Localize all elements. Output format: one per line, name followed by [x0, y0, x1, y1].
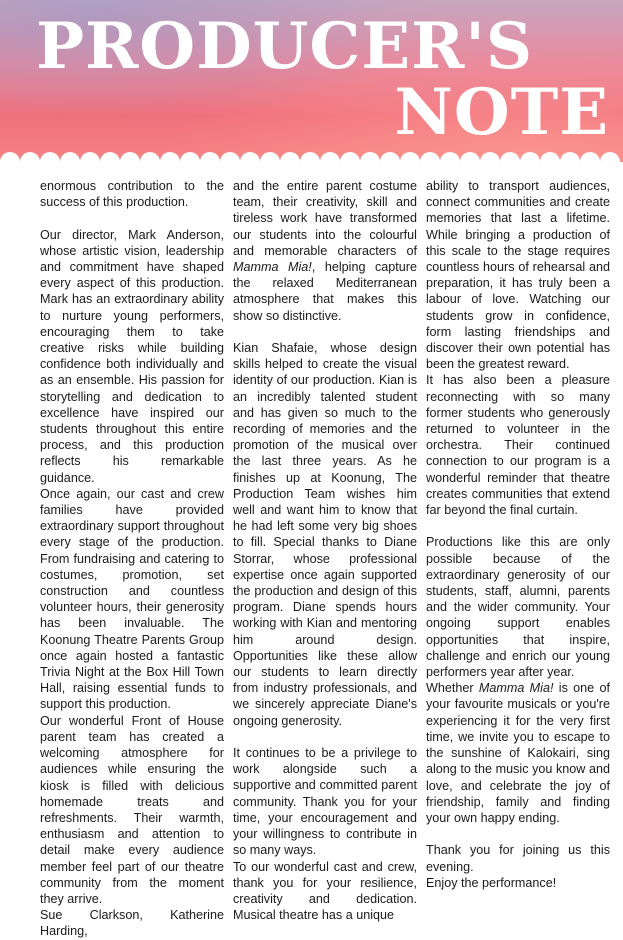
article-body	[40, 178, 610, 939]
column-1	[40, 178, 224, 939]
title-line-2: NOTE	[394, 75, 609, 150]
title-line-1: PRODUCER'S	[36, 9, 534, 84]
paragraph: Thank you for joining us this evening.	[426, 843, 610, 874]
paragraph: Kian Shafaie, whose design skills helped to create the visual identity of our production. Kian is an incredibly talented student and has given so much to the recording of memories and the promotion of the musical over the last three years. As he finishes up at Koonung, The Production Team wishes him well and want him to know that he had left some very big shoes to fill. Special thanks to Diane Storrar, whose professional expertise once again supported the production and design of this program. Diane spends hours working with Kian and mentoring him around design. Opportunities like these allow our students to learn directly from industry professionals, and we sincerely appreciate Diane's ongoing generosity.	[233, 341, 417, 728]
show-title: Mamma Mia!	[478, 681, 554, 696]
paragraph: It has also been a pleasure reconnecting with so many former students who generously returned to volunteer in the orchestra. Their continued connection to our program is a wonderful reminder that theatre creates communities that extend far beyond the final curtain.	[426, 373, 610, 518]
paragraph: Productions like this are only possible because of the extraordinary generosity of our students, staff, alumni, parents and the wider community. Your ongoing support enables opportunities that inspire, challenge and enrich our young performers year after year.	[426, 535, 610, 680]
paragraph: ability to transport audiences, connect communities and create memories that last a lifetime. While bringing a production of this scale to the stage requires countless hours of rehearsal and preparation, it has truly been a labour of love. Watching our students grow in confidence, form lasting friendships and discover their own potential has been the greatest reward.	[426, 179, 610, 372]
paragraph: Once again, our cast and crew families have provided extraordinary support throughout every stage of the production. From fundraising and catering to costumes, promotion, set construction and countless volunteer hours, their generosity has been invaluable. The Koonung Theatre Parents Group once again hosted a fantastic Trivia Night at the Box Hill Town Hall, raising essential funds to support this production.	[40, 486, 224, 712]
column-3	[426, 178, 610, 898]
paragraph: enormous contribution to the success of this production.	[40, 179, 224, 210]
paragraph: To our wonderful cast and crew, thank you for your resilience, creativity and dedication. Musical theatre has a unique	[233, 859, 417, 923]
paragraph: Whether Mamma Mia! is one of your favourite musicals or you're experiencing it for the very first time, we invite you to escape to the sunshine of Kalokairi, sing along to the music you know and love, and celebrate the joy of friendship, family and finding your own happy ending.	[426, 681, 610, 825]
paragraph: Our wonderful Front of House parent team has created a welcoming atmosphere for audiences while ensuring the kiosk is filled with delicious homemade treats and refreshments. Their warmth, enthusiasm and attention to detail make every audience member feel part of our theatre community from the moment they arrive.	[40, 713, 224, 906]
scalloped-edge	[0, 148, 623, 178]
paragraph: and the entire parent costume team, their creativity, skill and tireless work have transformed our students into the colourful and memorable characters of Mamma Mia!, helping capture the relaxed Mediterranean atmosphere that makes this show so distinctive.	[233, 179, 417, 323]
paragraph: Enjoy the performance!	[426, 875, 557, 890]
paragraph: Sue Clarkson, Katherine Harding,	[40, 908, 224, 939]
paragraph: It continues to be a privilege to work alongside such a supportive and committed parent community. Thank you for your time, your encouragement and your willingness to contribute in so many ways.	[233, 746, 417, 858]
header-banner	[0, 0, 623, 178]
show-title: Mamma Mia!	[233, 260, 312, 275]
column-2	[233, 178, 417, 923]
paragraph: Our director, Mark Anderson, whose artistic vision, leadership and commitment have shaped every aspect of this production. Mark has an extraordinary ability to nurture young performers, encouraging them to take creative risks while building confidence both individually and as an ensemble. His passion for storytelling and dedication to excellence have inspired our students throughout this entire process, and this production reflects his remarkable guidance.	[40, 227, 224, 485]
